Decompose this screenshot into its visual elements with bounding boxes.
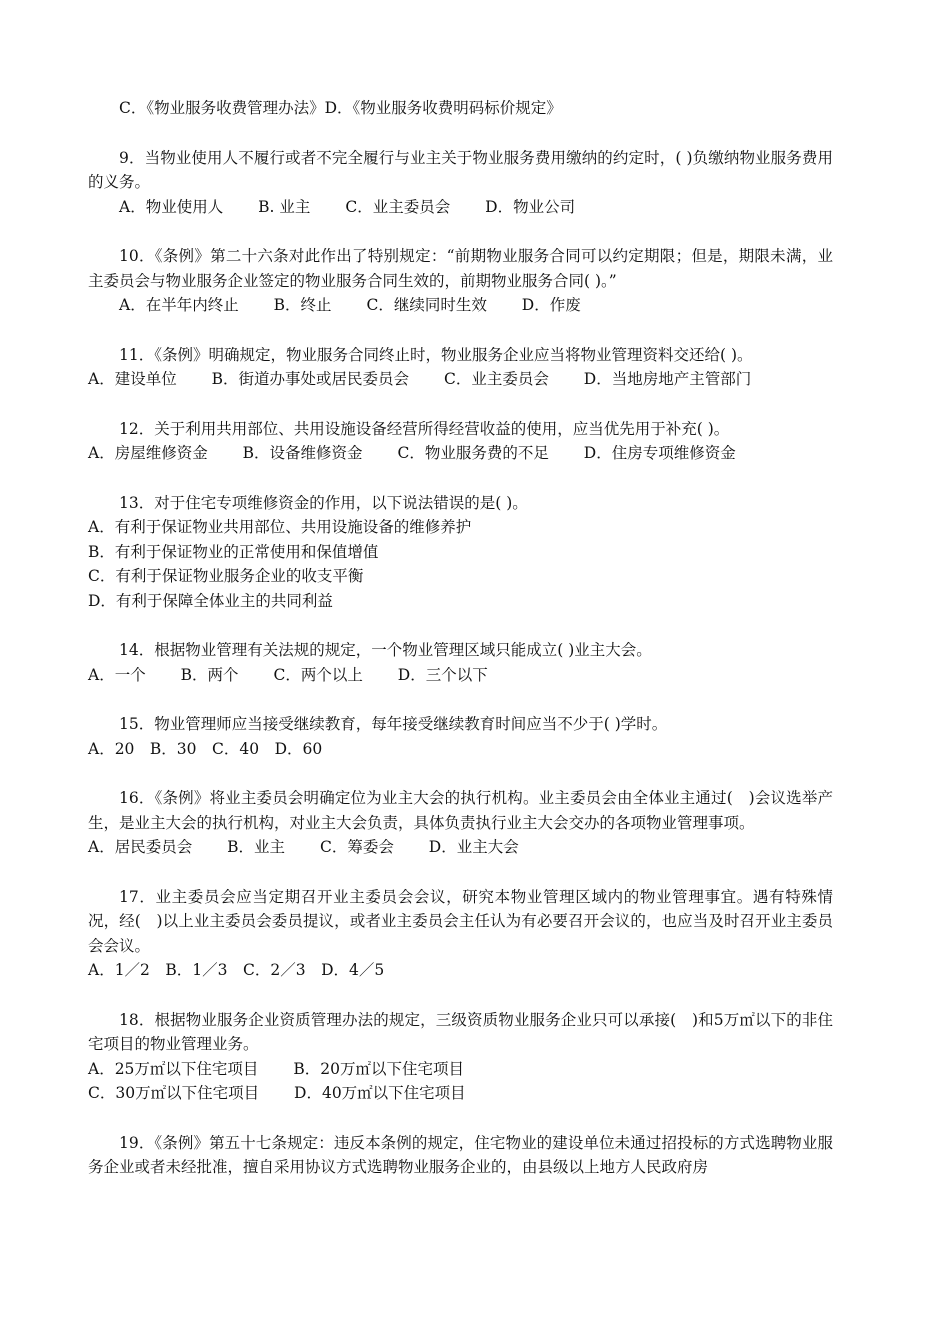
option: A．居民委员会 [88, 838, 193, 856]
question-17-options: A．1／2 B．1／3 C．2／3 D．4／5 [88, 961, 385, 979]
question-12-options [88, 441, 833, 466]
option: B．业主 [227, 838, 286, 856]
question-18: 18．根据物业服务企业资质管理办法的规定，三级资质物业服务企业只可以承接( )和5万㎡以下的非住宅项目的物业管理业务。 [88, 1010, 833, 1053]
option: B．20万㎡以下住宅项目 [293, 1059, 464, 1078]
question-15: 15．物业管理师应当接受继续教育，每年接受继续教育时间应当不少于( )学时。 [119, 715, 668, 733]
question-10: 10．《条例》第二十六条对此作出了特别规定：“前期物业服务合同可以约定期限；但是，期限未满，业主委员会与物业服务企业签定的物业服务合同生效的，前期物业服务合同( )。” [88, 247, 833, 290]
option: A．物业使用人 [119, 197, 224, 216]
option: D．有利于保障全体业主的共同利益 [88, 591, 333, 610]
question-10-options [88, 293, 833, 318]
question-13: 13．对于住宅专项维修资金的作用，以下说法错误的是( )。 [119, 493, 528, 512]
question-14-options [88, 663, 833, 688]
question-14: 14．根据物业管理有关法规的规定，一个物业管理区域只能成立( )业主大会。 [119, 641, 652, 659]
option: D．三个以下 [397, 665, 488, 684]
option: A．在半年内终止 [119, 296, 239, 314]
option-line: C．《物业服务收费管理办法》D．《物业服务收费明码标价规定》 [119, 99, 562, 117]
option: C．两个以上 [273, 665, 363, 684]
option: D．物业公司 [485, 197, 576, 216]
option: C．30万㎡以下住宅项目 [88, 1084, 260, 1102]
option: D．40万㎡以下住宅项目 [294, 1084, 466, 1102]
option: A．一个 [88, 665, 146, 684]
question-19: 19．《条例》第五十七条规定：违反本条例的规定，住宅物业的建设单位未通过招投标的方式选聘物业服务企业或者未经批准，擅自采用协议方式选聘物业服务企业的，由县级以上地方人民政府房 [88, 1133, 833, 1176]
option: C．继续同时生效 [366, 296, 487, 314]
option: B．设备维修资金 [242, 444, 363, 462]
question-17: 17．业主委员会应当定期召开业主委员会会议，研究本物业管理区域内的物业管理事宜。遇有特殊情况，经( )以上业主委员会委员提议，或者业主委员会主任认为有必要召开会议的，也应当及时召开业主委员会会议。 [88, 887, 833, 955]
option: A．建设单位 [88, 370, 177, 388]
question-11-options [88, 367, 833, 392]
option: D．业主大会 [428, 838, 519, 856]
option: A．25万㎡以下住宅项目 [88, 1059, 259, 1078]
option: B．有利于保证物业的正常使用和保值增值 [88, 542, 379, 561]
option: C．物业服务费的不足 [397, 444, 549, 462]
question-9-options [88, 195, 833, 220]
option: D．作废 [521, 296, 581, 314]
document-page [88, 96, 833, 1180]
question-18-options-row1 [88, 1057, 833, 1082]
option: D．当地房地产主管部门 [583, 370, 752, 388]
option: B．终止 [273, 296, 332, 314]
question-15-options: A．20 B．30 C．40 D．60 [88, 739, 323, 758]
option: A．房屋维修资金 [88, 444, 208, 462]
option: C．筹委会 [319, 838, 394, 856]
question-18-options-row2 [88, 1081, 833, 1106]
option: C．有利于保证物业服务企业的收支平衡 [88, 567, 364, 585]
question-9: 9．当物业使用人不履行或者不完全履行与业主关于物业服务费用缴纳的约定时，( )负缴纳物业服务费用的义务。 [88, 148, 833, 191]
option: C．业主委员会 [345, 197, 451, 216]
option: D．住房专项维修资金 [583, 444, 736, 462]
option: A．有利于保证物业共用部位、共用设施设备的维修养护 [88, 518, 472, 536]
option: C．业主委员会 [443, 370, 549, 388]
question-11: 11．《条例》明确规定，物业服务合同终止时，物业服务企业应当将物业管理资料交还给( )。 [119, 345, 753, 364]
question-12: 12．关于利用共用部位、共用设施设备经营所得经营收益的使用，应当优先用于补充( )。 [119, 419, 730, 438]
option: B．街道办事处或居民委员会 [211, 370, 410, 388]
question-16: 16．《条例》将业主委员会明确定位为业主大会的执行机构。业主委员会由全体业主通过( )会议选举产生，是业主大会的执行机构，对业主大会负责，具体负责执行业主大会交办的各项物业管理事项。 [88, 789, 833, 832]
option: B．两个 [180, 665, 239, 684]
question-16-options [88, 835, 833, 860]
option: B. 业主 [258, 197, 311, 216]
